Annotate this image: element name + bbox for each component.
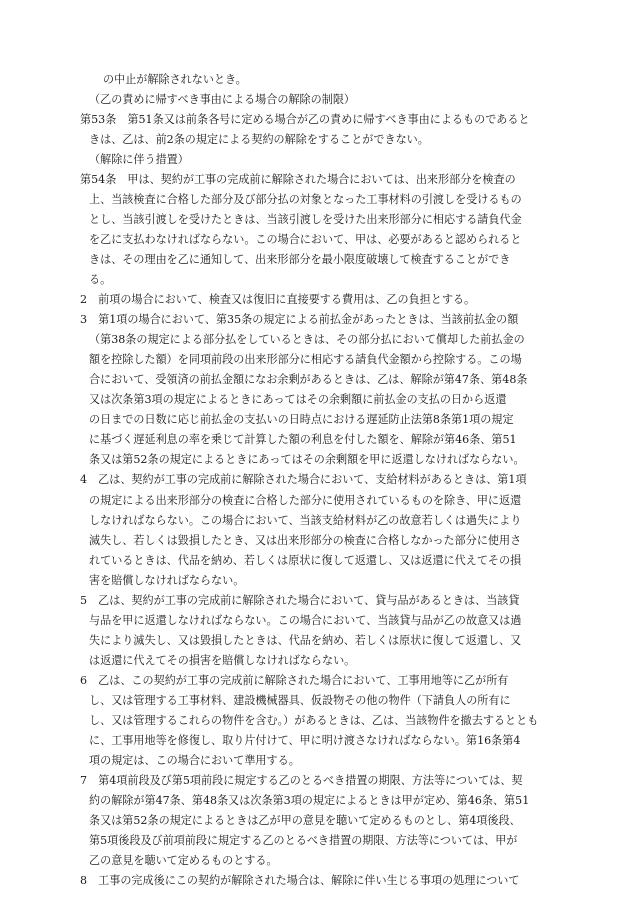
text-line: 上、当該検査に合格した部分及び部分払の対象となった工事材料の引渡しを受けるもの xyxy=(89,193,522,207)
text-line: 約の解除が第47条、第48条又は次条第3項の規定によるときは甲が定め、第46条、第51 xyxy=(89,793,530,807)
text-line: 与品を甲に返還しなければならない。この場合において、当該貸与品が乙の故意又は過 xyxy=(89,613,522,627)
text-line: とし、当該引渡しを受けたときは、当該引渡しを受けた出来形部分に相応する請負代金 xyxy=(89,213,522,227)
text-line: きは、乙は、前2条の規定による契約の解除をすることができない。 xyxy=(89,133,429,147)
paragraph-8-line: 8 工事の完成後にこの契約が解除された場合は、解除に伴い生じる事項の処理について xyxy=(80,873,520,887)
section-heading: （解除に伴う措置） xyxy=(89,153,189,167)
text-line: れているときは、代品を納め、若しくは原状に復して返還し、又は返還に代えてその損 xyxy=(89,553,522,567)
paragraph-7-line: 7 第4項前段及び第5項前段に規定する乙のとるべき措置の期限、方法等については、契 xyxy=(80,773,523,787)
paragraph-6-line: 6 乙は、この契約が工事の完成前に解除された場合において、工事用地等に乙が所有 xyxy=(80,673,509,687)
article-53-line: 第53条 第51条又は前条各号に定める場合が乙の責めに帰すべき事由によるものであると xyxy=(80,113,530,127)
paragraph-5-line: 5 乙は、契約が工事の完成前に解除された場合において、貸与品があるときは、当該貸 xyxy=(80,593,520,607)
text-line: 条又は第52条の規定によるときは乙が甲の意見を聴いて定めるものとし、第4項後段、 xyxy=(89,813,521,827)
text-line: 額を控除した額）を同項前段の出来形部分に相応する請負代金額から控除する。この場 xyxy=(89,353,522,367)
text-line: に基づく遅延利息の率を乗じて計算した額の利息を付した額を、解除が第46条、第51 xyxy=(89,433,517,447)
text-line: 第5項後段及び前項前段に規定する乙のとるべき措置の期限、方法等については、甲が xyxy=(89,833,518,847)
article-54-line: 第54条 甲は、契約が工事の完成前に解除された場合においては、出来形部分を検査の xyxy=(80,173,516,187)
text-line: し、又は管理する工事材料、建設機械器具、仮設物その他の物件（下請負人の所有に xyxy=(89,693,511,707)
text-line: 害を賠償しなければならない。 xyxy=(89,573,245,587)
paragraph-4-line: 4 乙は、契約が工事の完成前に解除された場合において、支給材料があるときは、第1項 xyxy=(80,473,527,487)
text-line: の中止が解除されないとき。 xyxy=(103,73,247,86)
text-line: し、又は管理するこれらの物件を含む。）があるときは、乙は、当該物件を撤去するととも xyxy=(89,713,539,727)
text-line: 又は次条第3項の規定によるときにあってはその余剰額に前払金の支払の日から返還 xyxy=(89,393,507,407)
text-line: 合において、受領済の前払金額になお余剰があるときは、乙は、解除が第47条、第48条 xyxy=(89,373,528,387)
text-line: 乙の意見を聴いて定めるものとする。 xyxy=(89,853,278,867)
paragraph-2-line: 2 前項の場合において、検査又は復旧に直接要する費用は、乙の負担とする。 xyxy=(80,293,476,307)
text-line: を乙に支払わなければならない。この場合において、甲は、必要があると認められると xyxy=(89,233,522,247)
text-line: 失により滅失し、又は毀損したときは、代品を納め、若しくは原状に復して返還し、又 xyxy=(89,633,522,647)
text-line: 項の規定は、この場合において準用する。 xyxy=(89,753,300,767)
section-heading: （乙の責めに帰すべき事由による場合の解除の制限） xyxy=(89,93,356,107)
text-line: しなければならない。この場合において、当該支給材料が乙の故意若しくは過失により xyxy=(89,513,522,527)
text-line: の日までの日数に応じ前払金の支払いの日時点における遅延防止法第8条第1項の規定 xyxy=(89,413,514,427)
text-line: る。 xyxy=(89,273,112,287)
text-line: きは、その理由を乙に通知して、出来形部分を最小限度破壊して検査することができ xyxy=(89,253,511,267)
text-line: は返還に代えてその損害を賠償しなければならない。 xyxy=(89,653,356,667)
text-line: に、工事用地等を修復し、取り片付けて、甲に明け渡さなければならない。第16条第4 xyxy=(89,733,521,747)
text-line: （第38条の規定による部分払をしているときは、その部分払において償却した前払金の xyxy=(89,333,525,347)
paragraph-3-line: 3 第1項の場合において、第35条の規定による前払金があったときは、当該前払金の額 xyxy=(80,313,519,327)
text-line: 条又は第52条の規定によるときにあってはその余剰額を甲に返還しなければならない。 xyxy=(89,453,525,467)
text-line: 滅失し、若しくは毀損したとき、又は出来形部分の検査に合格しなかった部分に使用さ xyxy=(89,533,522,547)
text-line: の規定による出来形部分の検査に合格した部分に使用されているものを除き、甲に返還 xyxy=(89,493,522,507)
